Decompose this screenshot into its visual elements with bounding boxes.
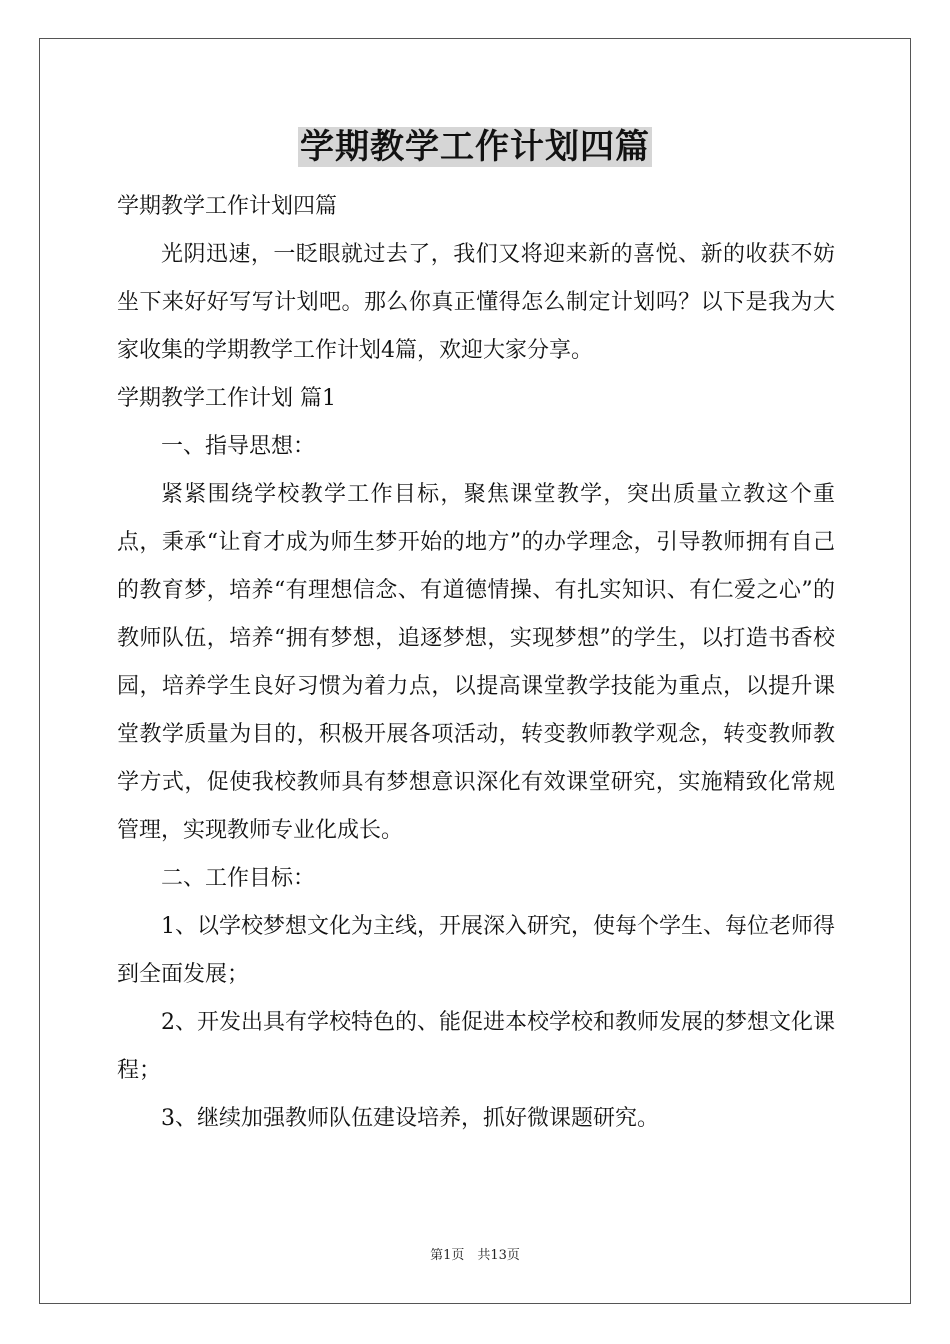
goal-item-1: 1、以学校梦想文化为主线，开展深入研究，使每个学生、每位老师得到全面发展； — [117, 914, 835, 987]
subtitle: 学期教学工作计划四篇 — [117, 194, 338, 219]
document-title: 学期教学工作计划四篇 — [300, 127, 650, 167]
goal-item-2: 2、开发出具有学校特色的、能促进本校学校和教师发展的梦想文化课程； — [117, 1010, 835, 1083]
intro-paragraph: 光阴迅速，一眨眼就过去了，我们又将迎来新的喜悦、新的收获不妨坐下来好好写写计划吧。那么你真正懂得怎么制定计划吗？以下是我为大家收集的学期教学工作计划4篇，欢迎大家分享。 — [117, 242, 835, 363]
guiding-ideology-paragraph: 紧紧围绕学校教学工作目标，聚焦课堂教学，突出质量立教这个重点，秉承“让育才成为师生梦开始的地方”的办学理念，引导教师拥有自己的教育梦，培养“有理想信念、有道德情操、有扎实知识、有仁爱之心”的教师队伍，培养“拥有梦想，追逐梦想，实现梦想”的学生，以打造书香校园，培养学生良好习惯为着力点，以提高课堂教学技能为重点，以提升课堂教学质量为目的，积极开展各项活动，转变教师教学观念，转变教师教学方式，促使我校教师具有梦想意识深化有效课堂研究，实施精致化常规管理，实现教师专业化成长。 — [117, 482, 835, 843]
heading-work-goals: 二、工作目标： — [161, 866, 316, 891]
page-footer: 第1页 共13页 — [430, 1248, 520, 1263]
goal-item-3: 3、继续加强教师队伍建设培养，抓好微课题研究。 — [161, 1106, 659, 1131]
section-title: 学期教学工作计划 篇1 — [117, 386, 336, 411]
heading-guiding-ideology: 一、指导思想： — [161, 434, 316, 459]
document-body — [117, 183, 835, 1143]
title-container — [0, 127, 950, 167]
